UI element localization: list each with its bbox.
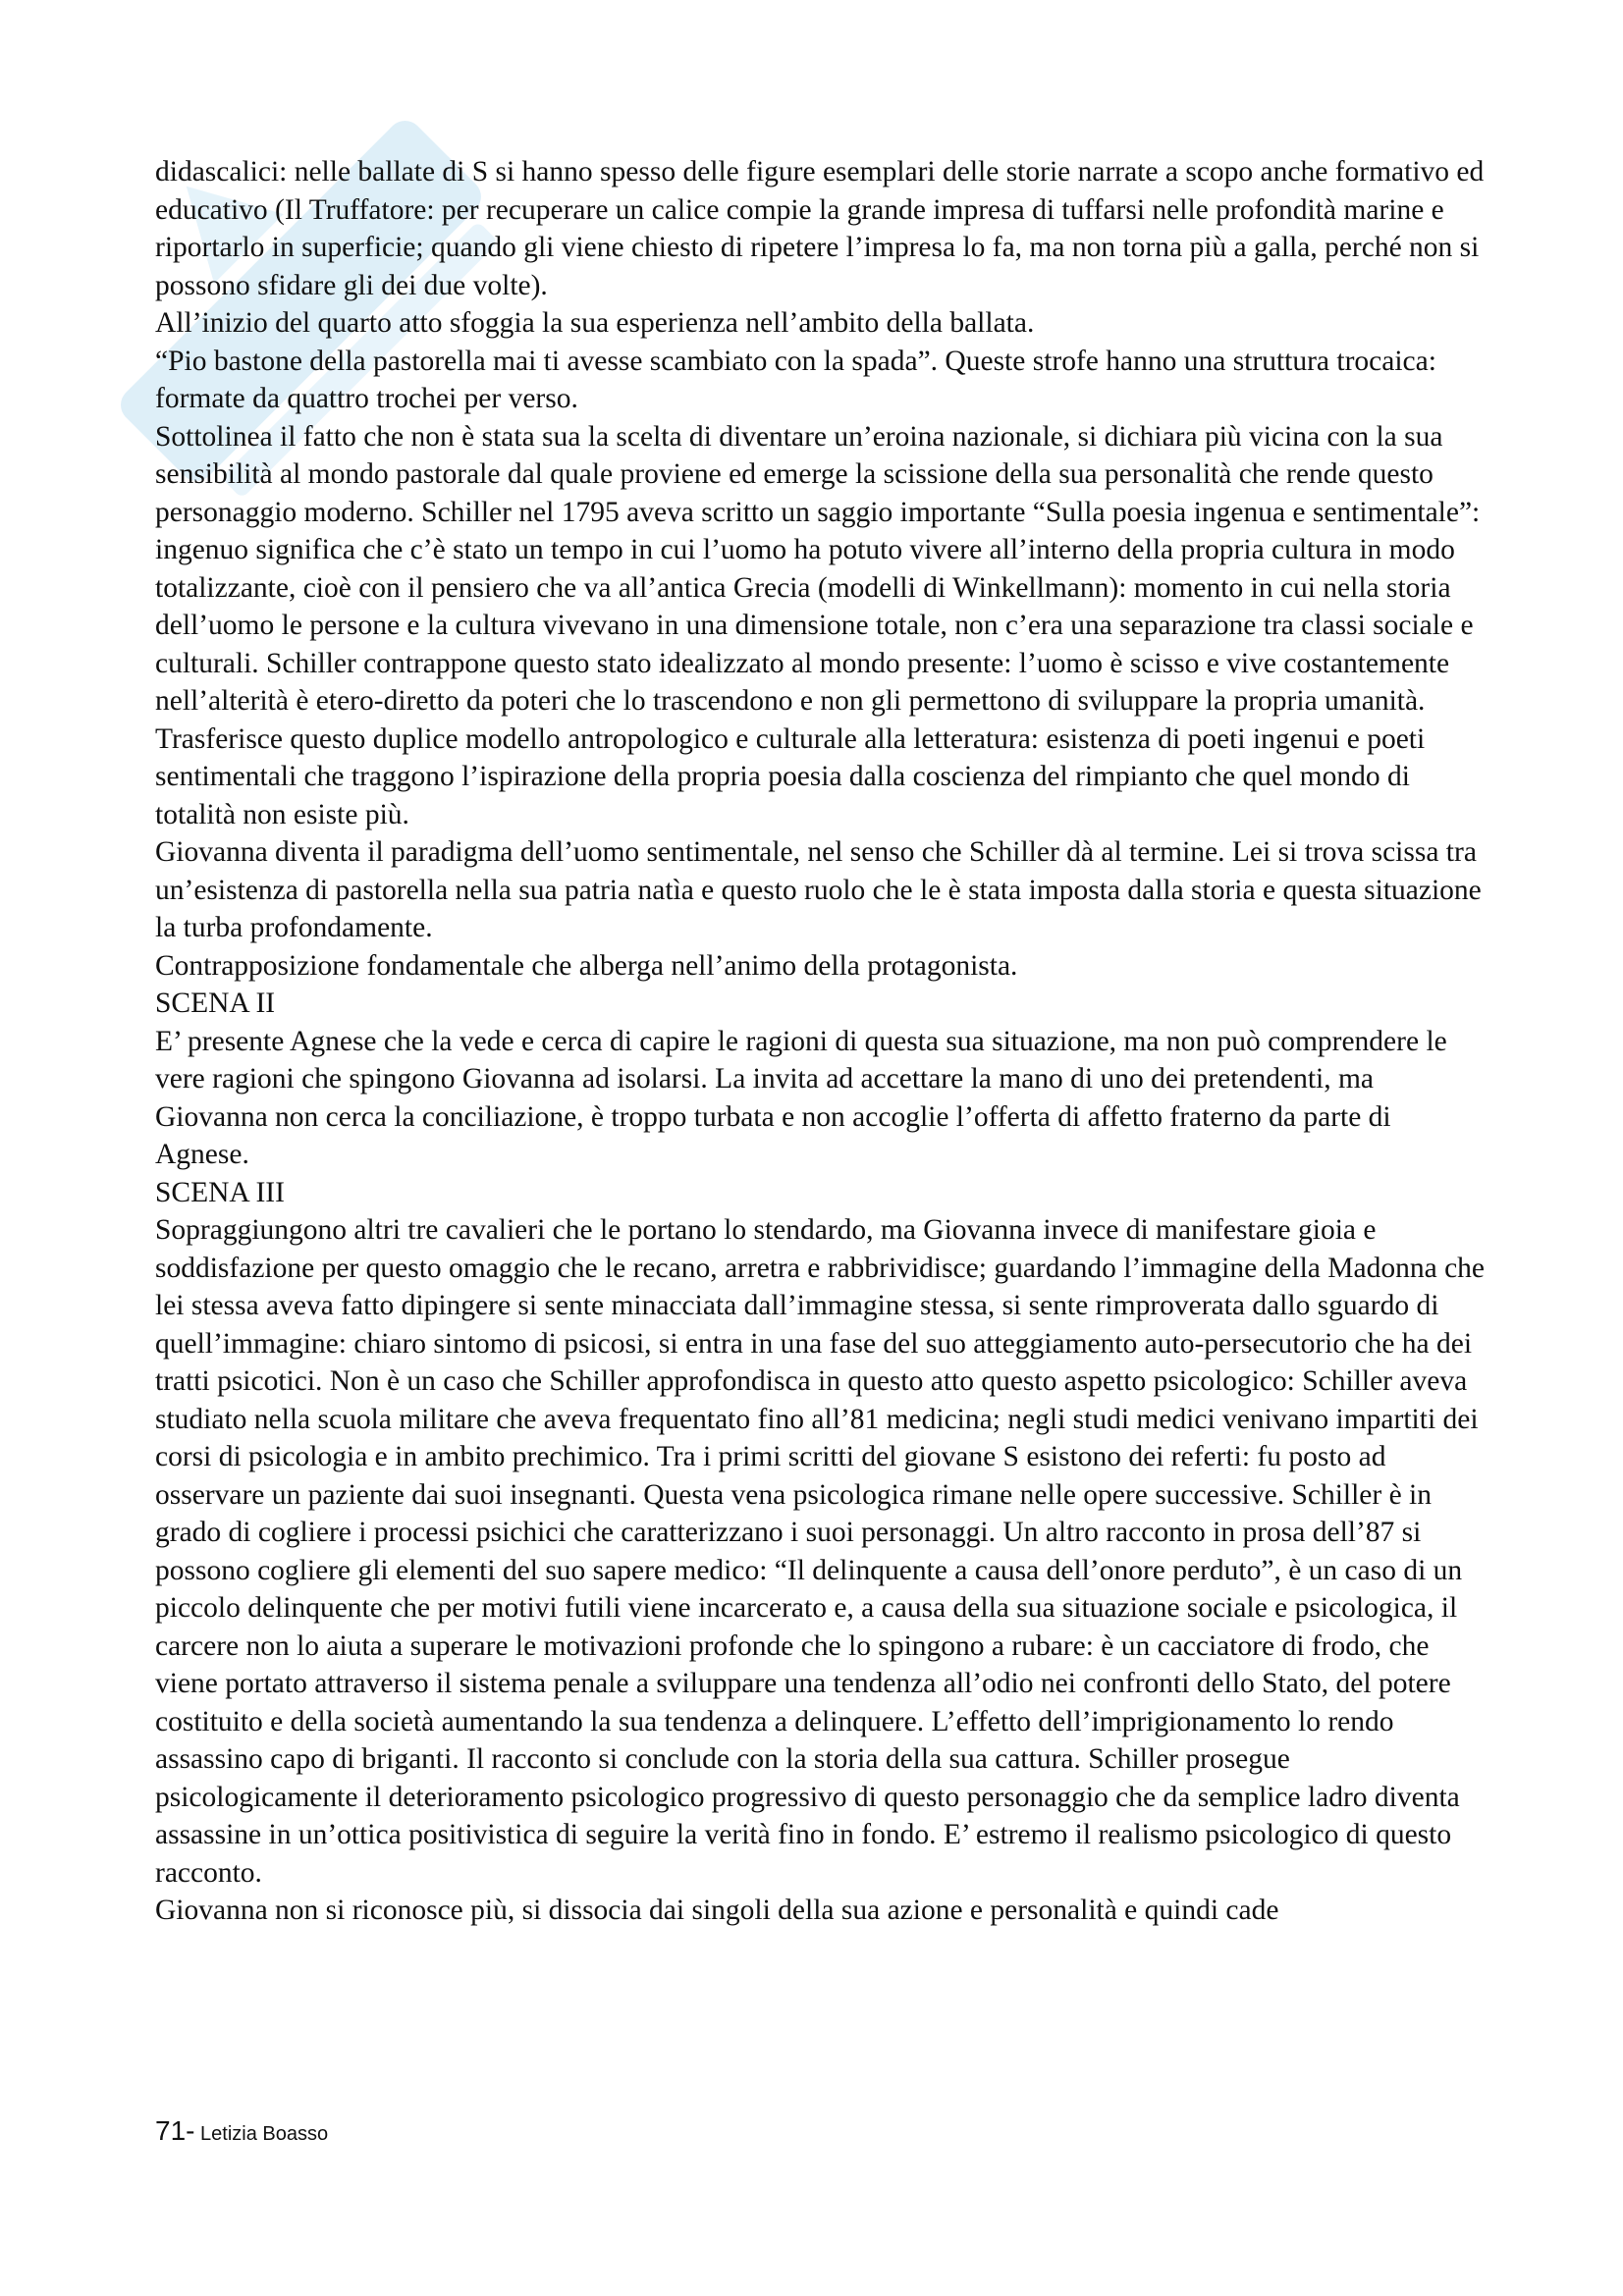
heading-scena-iii: SCENA III [155, 1176, 285, 1208]
paragraph-pio-bastone: “Pio bastone della pastorella mai ti avesse scambiato con la spada”. Queste strofe hanno una struttura trocaica: formate da quattro trochei per verso. [155, 345, 1436, 414]
paragraph-didascalici: didascalici: nelle ballate di S si hanno spesso delle figure esemplari delle storie narrate a scopo anche formativo ed educativo (Il Truffatore: per recuperare un calice compie la grande impresa di tuffarsi nelle profondità marine e riportarlo in superficie; quando gli viene chiesto di ripetere l’impresa lo fa, ma non torna più a galla, perché non si possono sfidare gli dei due volte). [155, 156, 1485, 301]
author-name: Letizia Boasso [194, 2123, 329, 2145]
paragraph-giovanna-non-si-riconosce: Giovanna non si riconosce più, si dissocia dai singoli della sua azione e personalità e quindi cade [155, 1895, 1279, 1926]
paragraph-sottolinea: Sottolinea il fatto che non è stata sua la scelta di diventare un’eroina nazionale, si dichiara più vicina con la sua sensibilità al mondo pastorale dal quale proviene ed emerge la scissione della sua personalità che rende questo personaggio moderno. Schiller nel 1795 aveva scritto un saggio importante “Sulla poesia ingenua e sentimentale”: ingenuo significa che c’è stato un tempo in cui l’uomo ha potuto vivere all’interno della propria cultura in modo totalizzante, cioè con il pensiero che va all’antica Grecia (modelli di Winkellmann): momento in cui nella storia dell’uomo le persone e la cultura vivevano in una dimensione totale, non c’era una separazione tra classi sociale e culturali. Schiller contrappone questo stato idealizzato al mondo presente: l’uomo è scisso e vive costantemente nell’alterità è etero-diretto da poteri che lo trascendono e non gli permettono di sviluppare la propria umanità. Trasferisce questo duplice modello antropologico e culturale alla letteratura: esistenza di poeti ingenui e poeti sentimentali che traggono l’ispirazione della propria poesia dalla coscienza del rimpianto che quel mondo di totalità non esiste più. [155, 420, 1481, 830]
paragraph-agnese: E’ presente Agnese che la vede e cerca di capire le ragioni di questa sua situazione, ma non può comprendere le vere ragioni che spingono Giovanna ad isolarsi. La invita ad accettare la mano di uno dei pretendenti, ma Giovanna non cerca la conciliazione, è troppo turbata e non accoglie l’offerta di affetto fraterno da parte di Agnese. [155, 1025, 1447, 1170]
document-body [155, 153, 1490, 1930]
paragraph-contrapposizione: Contrapposizione fondamentale che alberga nell’animo della protagonista. [155, 949, 1018, 982]
paragraph-giovanna-paradigma: Giovanna diventa il paradigma dell’uomo sentimentale, nel senso che Schiller dà al termine. Lei si trova scissa tra un’esistenza di pastorella nella sua patria natìa e questo ruolo che le è stata imposta dalla storia e questa situazione la turba profondamente. [155, 836, 1482, 943]
paragraph-quarto-atto: All’inizio del quarto atto sfoggia la sua esperienza nell’ambito della ballata. [155, 307, 1035, 339]
heading-scena-ii: SCENA II [155, 988, 276, 1019]
page-number: 71- [155, 2115, 195, 2146]
page-footer [155, 2115, 328, 2147]
paragraph-sopraggiungono: Sopraggiungono altri tre cavalieri che le portano lo stendardo, ma Giovanna invece di manifestare gioia e soddisfazione per questo omaggio che le recano, arretra e rabbrividisce; guardando l’immagine della Madonna che lei stessa aveva fatto dipingere si sente minacciata dall’immagine stessa, si sente rimproverata dallo sguardo di quell’immagine: chiaro sintomo di psicosi, si entra in una fase del suo atteggiamento auto-persecutorio che ha dei tratti psicotici. Non è un caso che Schiller approfondisca in questo atto questo aspetto psicologico: Schiller aveva studiato nella scuola militare che aveva frequentato fino all’81 medicina; negli studi medici venivano impartiti dei corsi di psicologia e in ambito prechimico. Tra i primi scritti del giovane S esistono dei referti: fu posto ad osservare un paziente dai suoi insegnanti. Questa vena psicologica rimane nelle opere successive. Schiller è in grado di cogliere i processi psichici che caratterizzano i suoi personaggi. Un altro racconto in prosa dell’87 si possono cogliere gli elementi del suo sapere medico: “Il delinquente a causa dell’onore perduto”, è un caso di un piccolo delinquente che per motivi futili viene incarcerato e, a causa della sua situazione sociale e psicologica, il carcere non lo aiuta a superare le motivazioni profonde che lo spingono a rubare: è un cacciatore di frodo, che viene portato attraverso il sistema penale a sviluppare una tendenza all’odio nei confronti dello Stato, del potere costituito e della società aumentando la sua tendenza a delinquere. L’effetto dell’imprigionamento lo rendo assassino capo di briganti. Il racconto si conclude con la storia della sua cattura. Schiller prosegue psicologicamente il deterioramento psicologico progressivo di questo personaggio che da semplice ladro diventa assassine in un’ottica positivistica di seguire la verità fino in fondo. E’ estremo il realismo psicologico di questo racconto. [155, 1214, 1486, 1889]
